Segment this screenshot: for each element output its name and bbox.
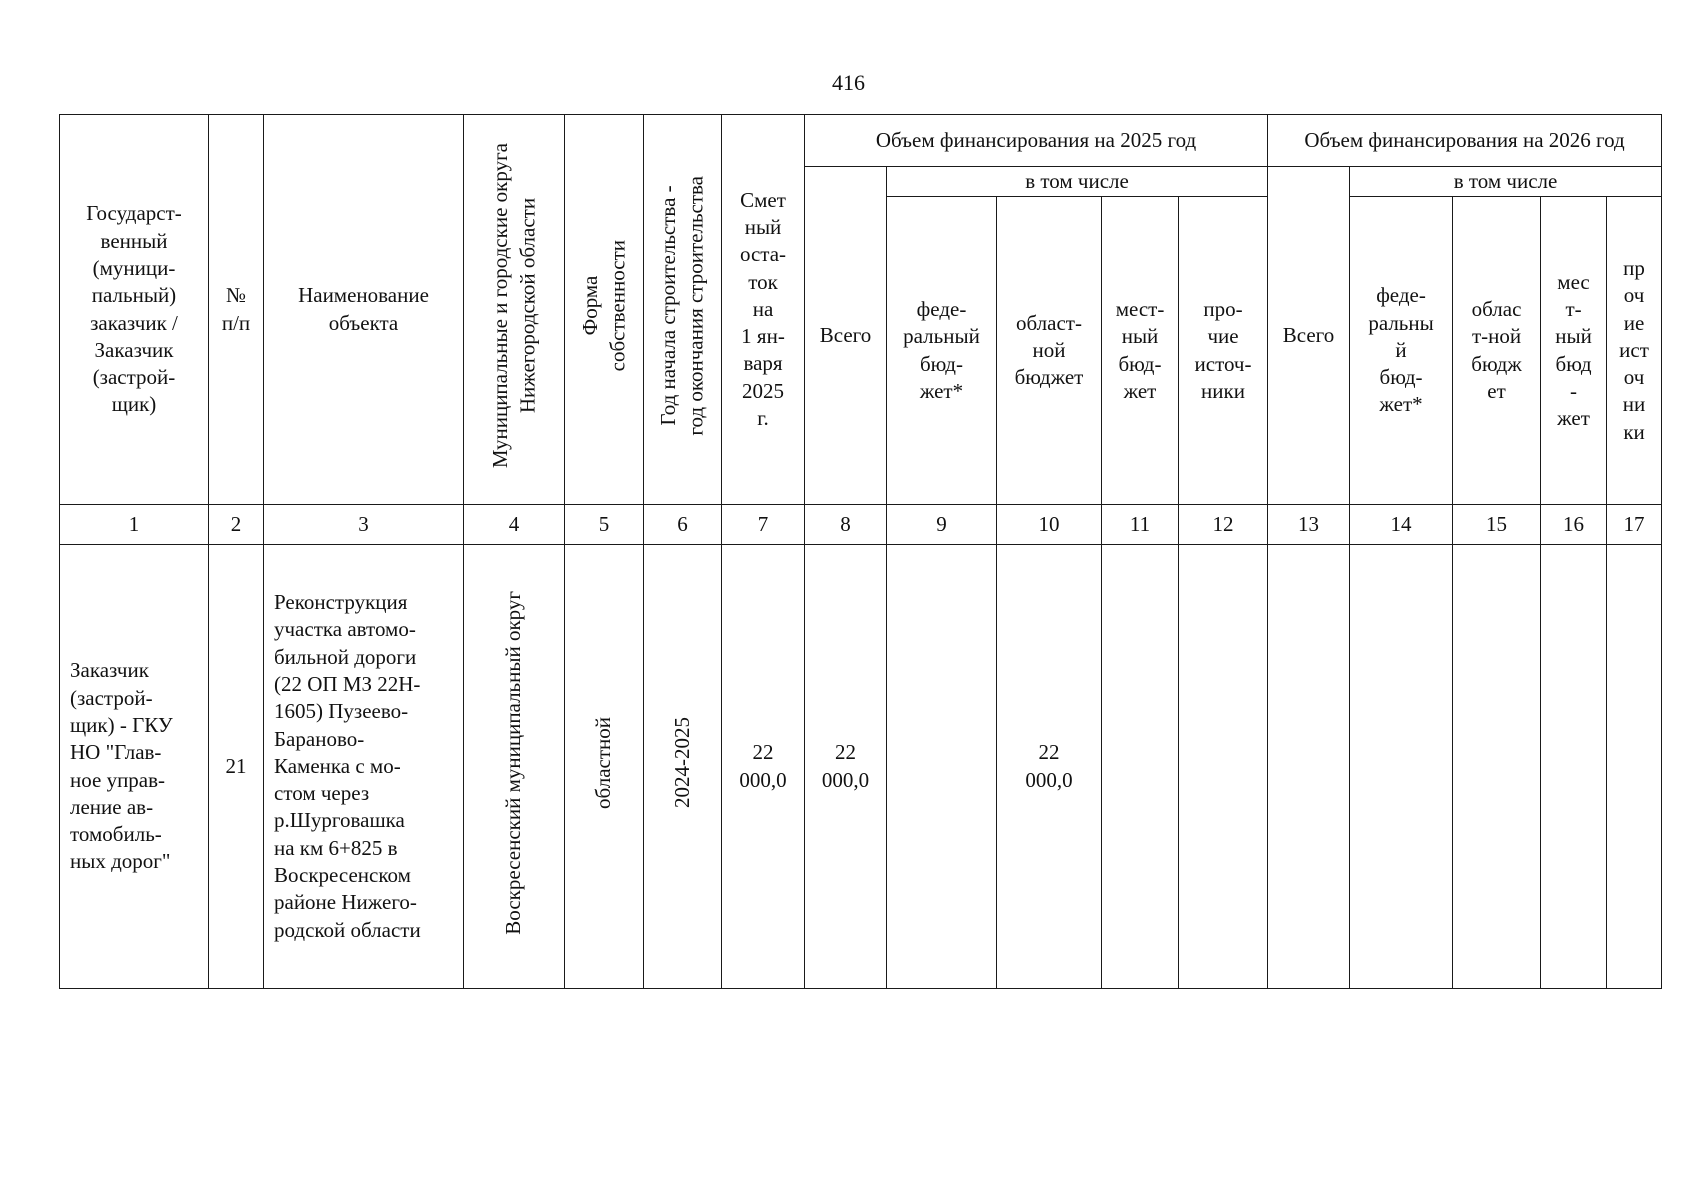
header-districts-text: Муниципальные и городские округа Нижегородской области xyxy=(487,143,539,469)
header-total-2026: Всего xyxy=(1268,167,1350,505)
column-number: 10 xyxy=(997,505,1102,545)
cell-regional-2025: 22 000,0 xyxy=(997,545,1102,989)
column-number: 11 xyxy=(1102,505,1179,545)
header-years xyxy=(644,115,722,505)
cell-local-2025 xyxy=(1102,545,1179,989)
cell-federal-2026 xyxy=(1350,545,1453,989)
header-ownership xyxy=(565,115,644,505)
cell-years xyxy=(644,545,722,989)
header-local-2026: мес т- ный бюд - жет xyxy=(1541,197,1607,505)
column-number: 4 xyxy=(464,505,565,545)
column-number: 3 xyxy=(264,505,464,545)
header-row-1 xyxy=(60,115,1662,167)
column-number: 9 xyxy=(887,505,997,545)
column-number-row xyxy=(60,505,1662,545)
cell-federal-2025 xyxy=(887,545,997,989)
column-number: 17 xyxy=(1607,505,1662,545)
cell-years-text: 2024-2025 xyxy=(669,717,694,809)
header-num: № п/п xyxy=(209,115,264,505)
cell-object-name: Реконструкция участка автомо- бильной дороги (22 ОП МЗ 22Н- 1605) Пузеево- Бараново- Каменка с мо- стом через р.Шурговашка на км 6+825 в Воскресенском районе Нижего- родской области xyxy=(264,545,464,989)
header-object-name: Наименование объекта xyxy=(264,115,464,505)
header-federal-2026: феде- ральны й бюд- жет* xyxy=(1350,197,1453,505)
cell-ownership-text: областной xyxy=(591,716,616,809)
header-ownership-text: Форма собственности xyxy=(577,240,629,372)
cell-customer: Заказчик (застрой- щик) - ГКУ НО "Глав- ное управ- ление ав- томобиль- ных дорог" xyxy=(60,545,209,989)
column-number: 13 xyxy=(1268,505,1350,545)
cell-regional-2026 xyxy=(1453,545,1541,989)
column-number: 5 xyxy=(565,505,644,545)
header-incl-2026: в том числе xyxy=(1350,167,1662,197)
cell-num: 21 xyxy=(209,545,264,989)
column-number: 7 xyxy=(722,505,805,545)
header-years-text: Год начала строительства - год окончания строительства xyxy=(656,176,708,436)
header-customer: Государст- венный (муници- пальный) заказчик / Заказчик (застрой- щик) xyxy=(60,115,209,505)
cell-total-2025: 22 000,0 xyxy=(805,545,887,989)
cell-total-2026 xyxy=(1268,545,1350,989)
header-remainder: Смет ный оста- ток на 1 ян- варя 2025 г. xyxy=(722,115,805,505)
column-number: 14 xyxy=(1350,505,1453,545)
column-number: 16 xyxy=(1541,505,1607,545)
column-number: 6 xyxy=(644,505,722,545)
header-regional-2025: област- ной бюджет xyxy=(997,197,1102,505)
header-fin-2026: Объем финансирования на 2026 год xyxy=(1268,115,1662,167)
header-regional-2026: облас т-ной бюдж ет xyxy=(1453,197,1541,505)
column-number: 8 xyxy=(805,505,887,545)
cell-district xyxy=(464,545,565,989)
cell-other-2026 xyxy=(1607,545,1662,989)
column-number: 2 xyxy=(209,505,264,545)
header-other-2026: пр оч ие ист оч ни ки xyxy=(1607,197,1662,505)
column-number: 15 xyxy=(1453,505,1541,545)
header-districts xyxy=(464,115,565,505)
cell-district-text: Воскресенский муниципальный округ xyxy=(501,591,526,935)
header-other-2025: про- чие источ- ники xyxy=(1179,197,1268,505)
header-fin-2025: Объем финансирования на 2025 год xyxy=(805,115,1268,167)
table-row xyxy=(60,545,1662,989)
cell-ownership xyxy=(565,545,644,989)
financing-table xyxy=(59,114,1662,989)
column-number: 12 xyxy=(1179,505,1268,545)
header-incl-2025: в том числе xyxy=(887,167,1268,197)
header-federal-2025: феде- ральный бюд- жет* xyxy=(887,197,997,505)
header-local-2025: мест- ный бюд- жет xyxy=(1102,197,1179,505)
column-number: 1 xyxy=(60,505,209,545)
cell-remainder: 22 000,0 xyxy=(722,545,805,989)
page-number: 416 xyxy=(832,70,865,95)
cell-other-2025 xyxy=(1179,545,1268,989)
cell-local-2026 xyxy=(1541,545,1607,989)
header-total-2025: Всего xyxy=(805,167,887,505)
